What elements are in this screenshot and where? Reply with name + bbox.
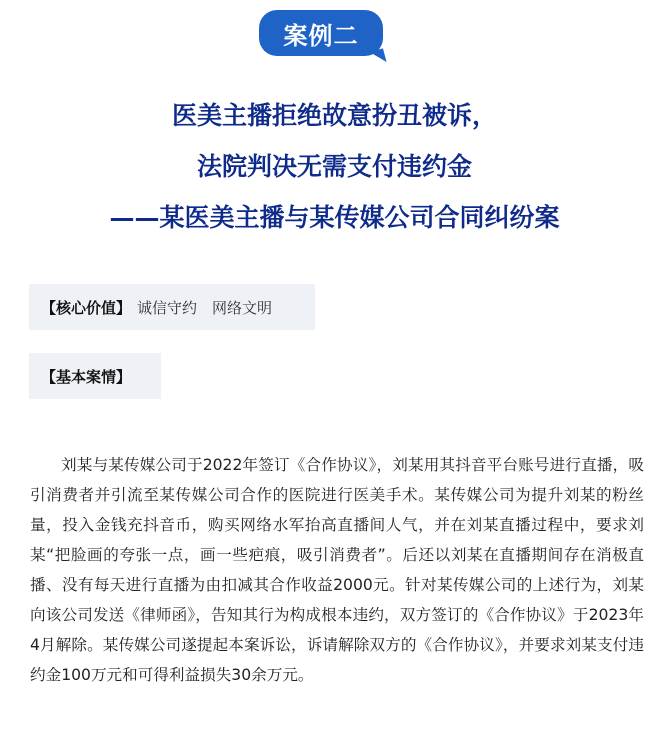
- title-line-2: 法院判决无需支付违约金: [196, 152, 472, 181]
- speech-bubble-tail: [369, 48, 386, 65]
- core-value-label: 【核心价值】: [41, 298, 132, 317]
- core-value-text: 诚信守约 网络文明: [137, 298, 273, 317]
- title-line-3: ——某医美主播与某传媒公司合同纠纷案: [109, 203, 560, 232]
- basic-facts-box: [29, 353, 161, 399]
- case-badge: [259, 10, 383, 56]
- core-value-box: [29, 284, 315, 330]
- basic-facts-label: 【基本案情】: [41, 367, 132, 386]
- case-badge-label: 案例二: [283, 21, 359, 50]
- title-line-1: 医美主播拒绝故意扮丑被诉，: [171, 101, 497, 130]
- case-body-paragraph: 刘某与某传媒公司于2022年签订《合作协议》，刘某用其抖音平台账号进行直播，吸引消费者并引流至某传媒公司合作的医院进行医美手术。某传媒公司为提升刘某的粉丝量，投入金钱充抖音币，购买网络水军抬高直播间人气，并在刘某直播过程中，要求刘某“把脸画的夸张一点，画一些疤痕，吸引消费者”。后还以刘某在直播期间存在消极直播、没有每天进行直播为由扣减其合作收益2000元。针对某传媒公司的上述行为，刘某向该公司发送《律师函》，告知其行为构成根本违约，双方签订的《合作协议》于2023年4月解除。某传媒公司遂提起本案诉讼，诉请解除双方的《合作协议》，并要求刘某支付违约金100万元和可得利益损失30余万元。: [30, 456, 644, 684]
